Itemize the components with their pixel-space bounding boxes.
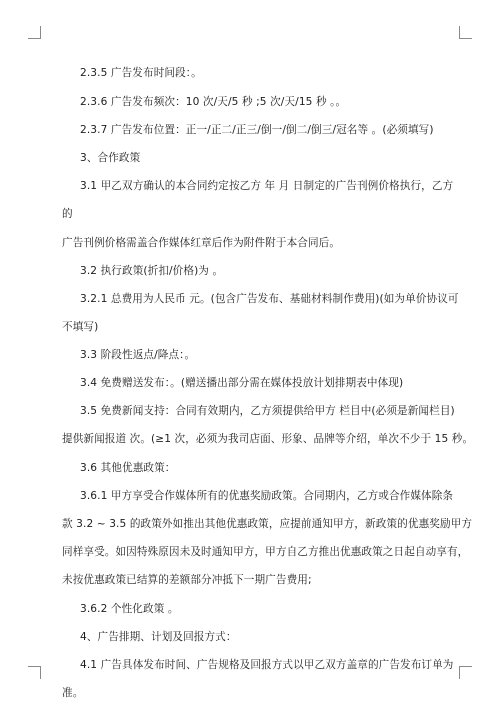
paragraph-3-1-line-1: 3.1 甲乙双方确认的本合同约定按乙方 年 月 日制定的广告刊例价格执行，乙方	[80, 180, 454, 192]
paragraph-3-1-line-2: 的	[62, 208, 73, 220]
paragraph-3-6-1-line-2: 款 3.2 ~ 3.5 的政策外如推出其他优惠政策，应提前通知甲方，新政策的优惠奖励甲方	[62, 518, 473, 530]
paragraph-3-4: 3.4 免费赠送发布：。(赠送播出部分需在媒体投放计划排期表中体现)	[80, 377, 404, 389]
page-corner-mark-bottom-left	[28, 666, 41, 679]
paragraph-3-6: 3.6 其他优惠政策：	[80, 462, 176, 474]
paragraph-3-6-1-line-3: 同样享受。如因特殊原因未及时通知甲方，甲方自乙方推出优惠政策之日起自动享有，	[62, 546, 469, 558]
page-corner-mark-top-right	[459, 26, 472, 39]
page-corner-mark-top-left	[28, 26, 41, 39]
paragraph-3-3: 3.3 阶段性返点/降点：。	[80, 349, 196, 361]
paragraph-3-2-1-line-1: 3.2.1 总费用为人民币 元。(包含广告发布、基础材料制作费用)(如为单价协议可	[80, 293, 459, 305]
paragraph-2-3-6: 2.3.6 广告发布频次：10 次/天/5 秒 ;5 次/天/15 秒 。。	[80, 96, 347, 108]
paragraph-3-5-line-1: 3.5 免费新闻支持：合同有效期内，乙方须提供给甲方 栏目中(必须是新闻栏目)	[80, 405, 455, 417]
page-corner-mark-bottom-right	[459, 666, 472, 679]
paragraph-3-6-1-line-1: 3.6.1 甲方享受合作媒体所有的优惠奖励政策。合同期内，乙方或合作媒体除条	[80, 490, 454, 502]
paragraph-2-3-5: 2.3.5 广告发布时间段：。	[80, 67, 202, 79]
paragraph-4-1-line-1: 4.1 广告具体发布时间、广告规格及回报方式以甲乙双方盖章的广告发布订单为	[80, 659, 454, 671]
paragraph-3-2: 3.2 执行政策(折扣/价格)为 。	[80, 265, 224, 277]
section-heading-4: 4、广告排期、计划及回报方式：	[80, 631, 237, 643]
paragraph-3-5-line-2: 提供新闻报道 次。(≥1 次，必须为我司店面、形象、品牌等介绍，单次不少于 15 秒。	[62, 433, 474, 445]
paragraph-3-1-line-3: 广告刊例价格需盖合作媒体红章后作为附件附于本合同后。	[62, 237, 341, 249]
paragraph-4-1-line-2: 准。	[62, 687, 84, 699]
paragraph-2-3-7: 2.3.7 广告发布位置：正一/正二/正三/倒一/倒二/倒三/冠名等 。(必须填写)	[80, 124, 434, 136]
section-heading-3: 3、合作政策	[80, 152, 141, 164]
paragraph-3-2-1-line-2: 不填写)	[62, 321, 99, 333]
paragraph-3-6-1-line-4: 未按优惠政策已结算的差额部分冲抵下一期广告费用;	[62, 574, 312, 586]
paragraph-3-6-2: 3.6.2 个性化政策 。	[80, 603, 179, 615]
